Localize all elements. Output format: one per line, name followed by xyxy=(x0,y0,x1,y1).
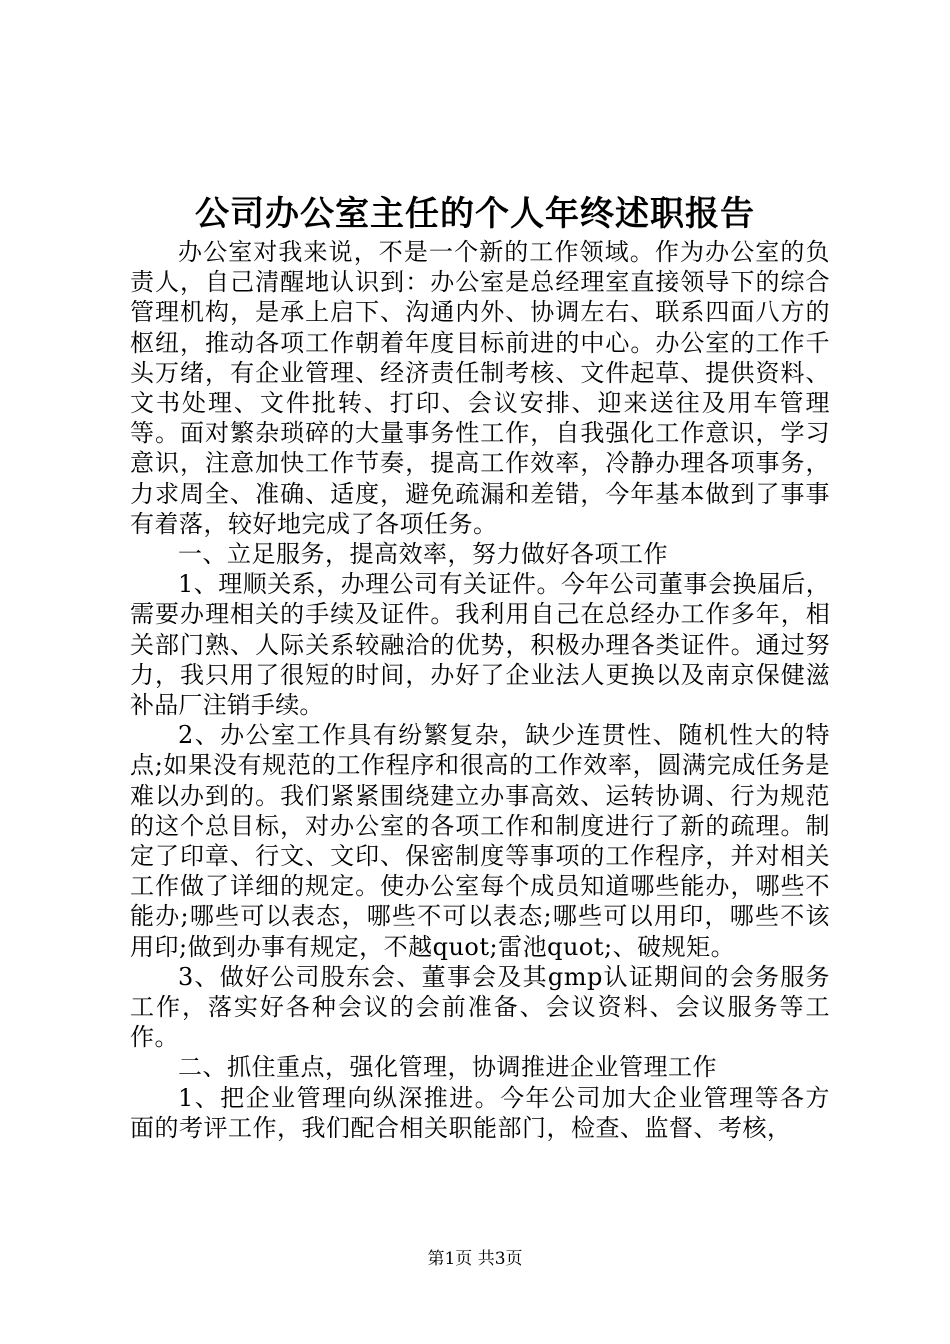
document-title: 公司办公室主任的个人年终述职报告 xyxy=(195,194,755,234)
section-heading-2: 二、抓住重点，强化管理，协调推进企业管理工作 xyxy=(178,1053,717,1082)
document-body xyxy=(130,237,830,1143)
paragraph-2-1: 1、把企业管理向纵深推进。今年公司加大企业管理等各方面的考评工作，我们配合相关职能部门，检查、监督、考核， xyxy=(130,1083,830,1142)
paragraph-1-2: 2、办公室工作具有纷繁复杂，缺少连贯性、随机性大的特点;如果没有规范的工作程序和很高的工作效率，圆满完成任务是难以办到的。我们紧紧围绕建立办事高效、运转协调、行为规范的这个总目标，对办公室的各项工作和制度进行了新的疏理。制定了印章、行文、文印、保密制度等事项的工作程序，并对相关工作做了详细的规定。使办公室每个成员知道哪些能办，哪些不能办;哪些可以表态，哪些不可以表态;哪些可以用印，哪些不该用印;做到办事有规定，不越quot;雷池quot;、破规矩。 xyxy=(130,721,830,961)
paragraph-1-3: 3、做好公司股东会、董事会及其gmp认证期间的会务服务工作，落实好各种会议的会前准备、会议资料、会议服务等工作。 xyxy=(130,962,830,1052)
paragraph-1-1: 1、理顺关系，办理公司有关证件。今年公司董事会换届后，需要办理相关的手续及证件。我利用自己在总经办工作多年，相关部门熟、人际关系较融洽的优势，积极办理各类证件。通过努力，我只用了很短的时间，办好了企业法人更换以及南京保健滋补品厂注销手续。 xyxy=(130,570,830,720)
paragraph-intro: 办公室对我来说，不是一个新的工作领域。作为办公室的负责人，自己清醒地认识到：办公室是总经理室直接领导下的综合管理机构，是承上启下、沟通内外、协调左右、联系四面八方的枢纽，推动各项工作朝着年度目标前进的中心。办公室的工作千头万绪，有企业管理、经济责任制考核、文件起草、提供资料、文书处理、文件批转、打印、会议安排、迎来送往及用车管理等。面对繁杂琐碎的大量事务性工作，自我强化工作意识，学习意识，注意加快工作节奏，提高工作效率，冷静办理各项事务，力求周全、准确、适度，避免疏漏和差错，今年基本做到了事事有着落，较好地完成了各项任务。 xyxy=(130,238,830,538)
section-heading-1: 一、立足服务，提高效率，努力做好各项工作 xyxy=(178,540,668,569)
page-footer: 第1页 共3页 xyxy=(427,1249,523,1269)
